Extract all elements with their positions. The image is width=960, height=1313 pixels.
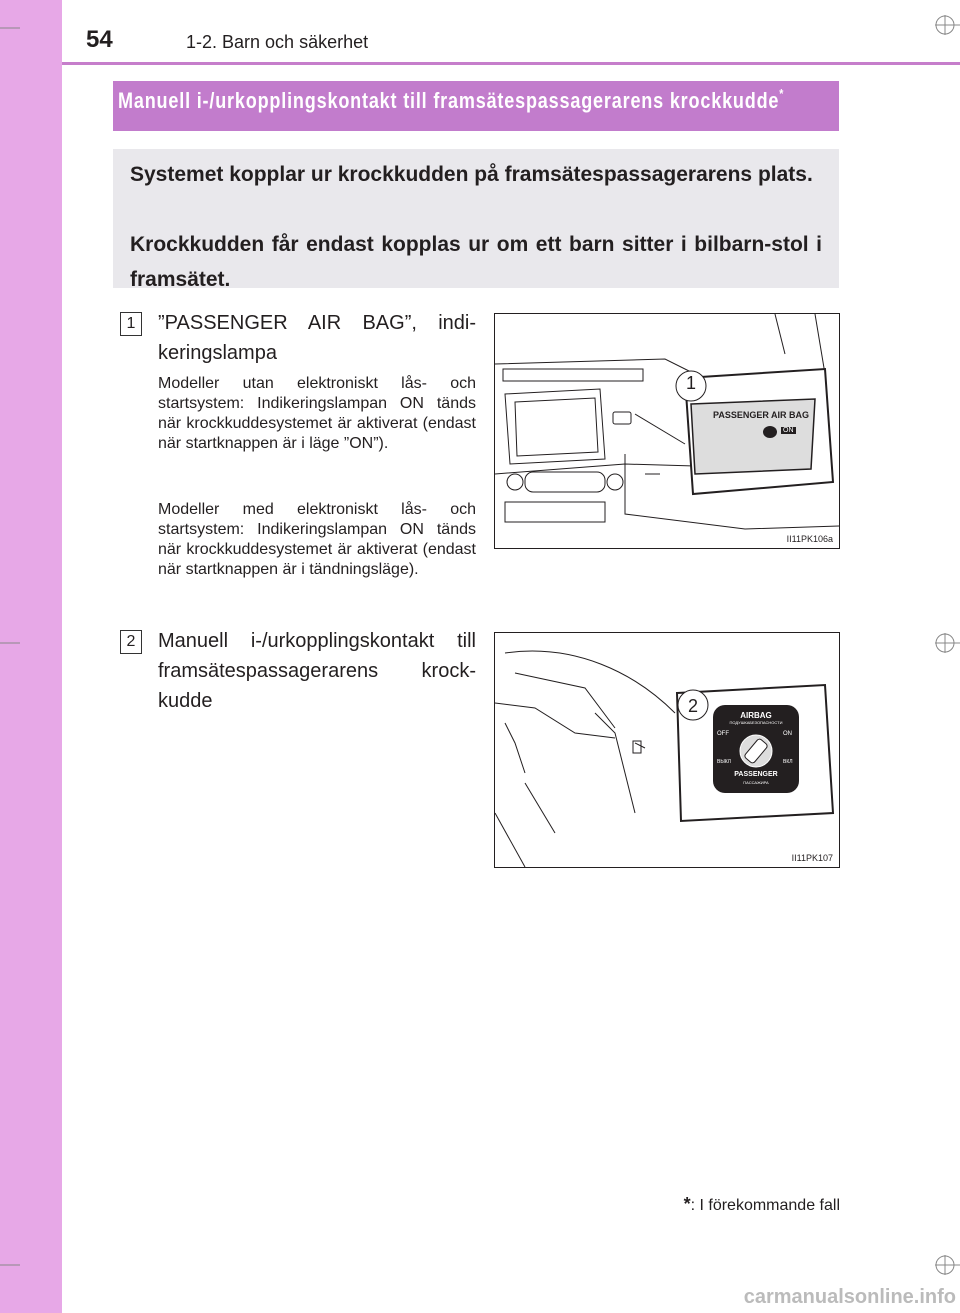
section-title-text: Manuell i-/urkopplingskontakt till framsätespassagerarens krockkudde xyxy=(118,88,780,113)
watermark: carmanualsonline.info xyxy=(743,1286,956,1308)
chapter-title: 1-2. Barn och säkerhet xyxy=(186,32,369,52)
footnote-star: * xyxy=(683,1194,691,1214)
on-indicator: ON xyxy=(783,427,794,434)
footnote-text: : I förekommande fall xyxy=(690,1197,840,1214)
switch-title: AIRBAG xyxy=(740,711,772,720)
item-1-paragraph-2: Modeller med elektroniskt lås- och startsystem: Indikeringslampan ON tänds när krockkuddesystemet är aktiverat (endast när startknappen är i tändningsläge). xyxy=(158,501,476,578)
airbag-off-icon xyxy=(763,426,777,438)
figure-airbag-switch xyxy=(494,632,840,868)
figure-code: II11PK107 xyxy=(791,853,833,863)
callout-number-2: 2 xyxy=(687,696,698,716)
header-rule xyxy=(62,62,960,65)
passenger-airbag-label: PASSENGER AIR BAG xyxy=(713,410,810,420)
intro-line-1: Systemet kopplar ur krockkudden på framsätespassagerarens plats. xyxy=(130,163,813,186)
passenger-label-ru: ПАССАЖИРА xyxy=(743,780,769,785)
off-label: OFF xyxy=(717,731,729,737)
passenger-label: PASSENGER xyxy=(734,771,778,778)
figure-code: II11PK106a xyxy=(786,534,833,544)
figure-passenger-airbag-indicator xyxy=(494,313,840,549)
item-1-paragraph-1: Modeller utan elektroniskt lås- och startsystem: Indikeringslampan ON tänds när krockkuddesystemet är aktiverat (endast när startknappen är i läge ”ON”). xyxy=(158,375,476,452)
off-label-ru: ВЫКЛ xyxy=(717,759,731,765)
item-heading-2: Manuell i-/urkopplingskontakt till framsätespassagerarens krock-kudde xyxy=(158,630,476,712)
footnote xyxy=(684,1194,840,1215)
footnote-mark: * xyxy=(779,86,785,101)
item-number-2: 2 xyxy=(120,630,142,654)
intro-box xyxy=(113,149,839,291)
intro-line-2: Krockkudden får endast kopplas ur om ett barn sitter i bilbarn-stol i framsätet. xyxy=(130,233,822,291)
switch-title-ru: ПОДУШКАБЕЗОПАСНОСТИ xyxy=(729,720,783,725)
item-heading-1: ”PASSENGER AIR BAG”, indi-keringslampa xyxy=(158,312,476,364)
glovebox-illustration xyxy=(495,633,839,867)
callout-number-1: 1 xyxy=(685,373,696,393)
on-label-ru: ВКЛ xyxy=(783,759,793,765)
item-number-1: 1 xyxy=(120,312,142,336)
page-number: 54 xyxy=(86,26,113,53)
section-title xyxy=(118,88,784,114)
on-label: ON xyxy=(783,731,792,737)
